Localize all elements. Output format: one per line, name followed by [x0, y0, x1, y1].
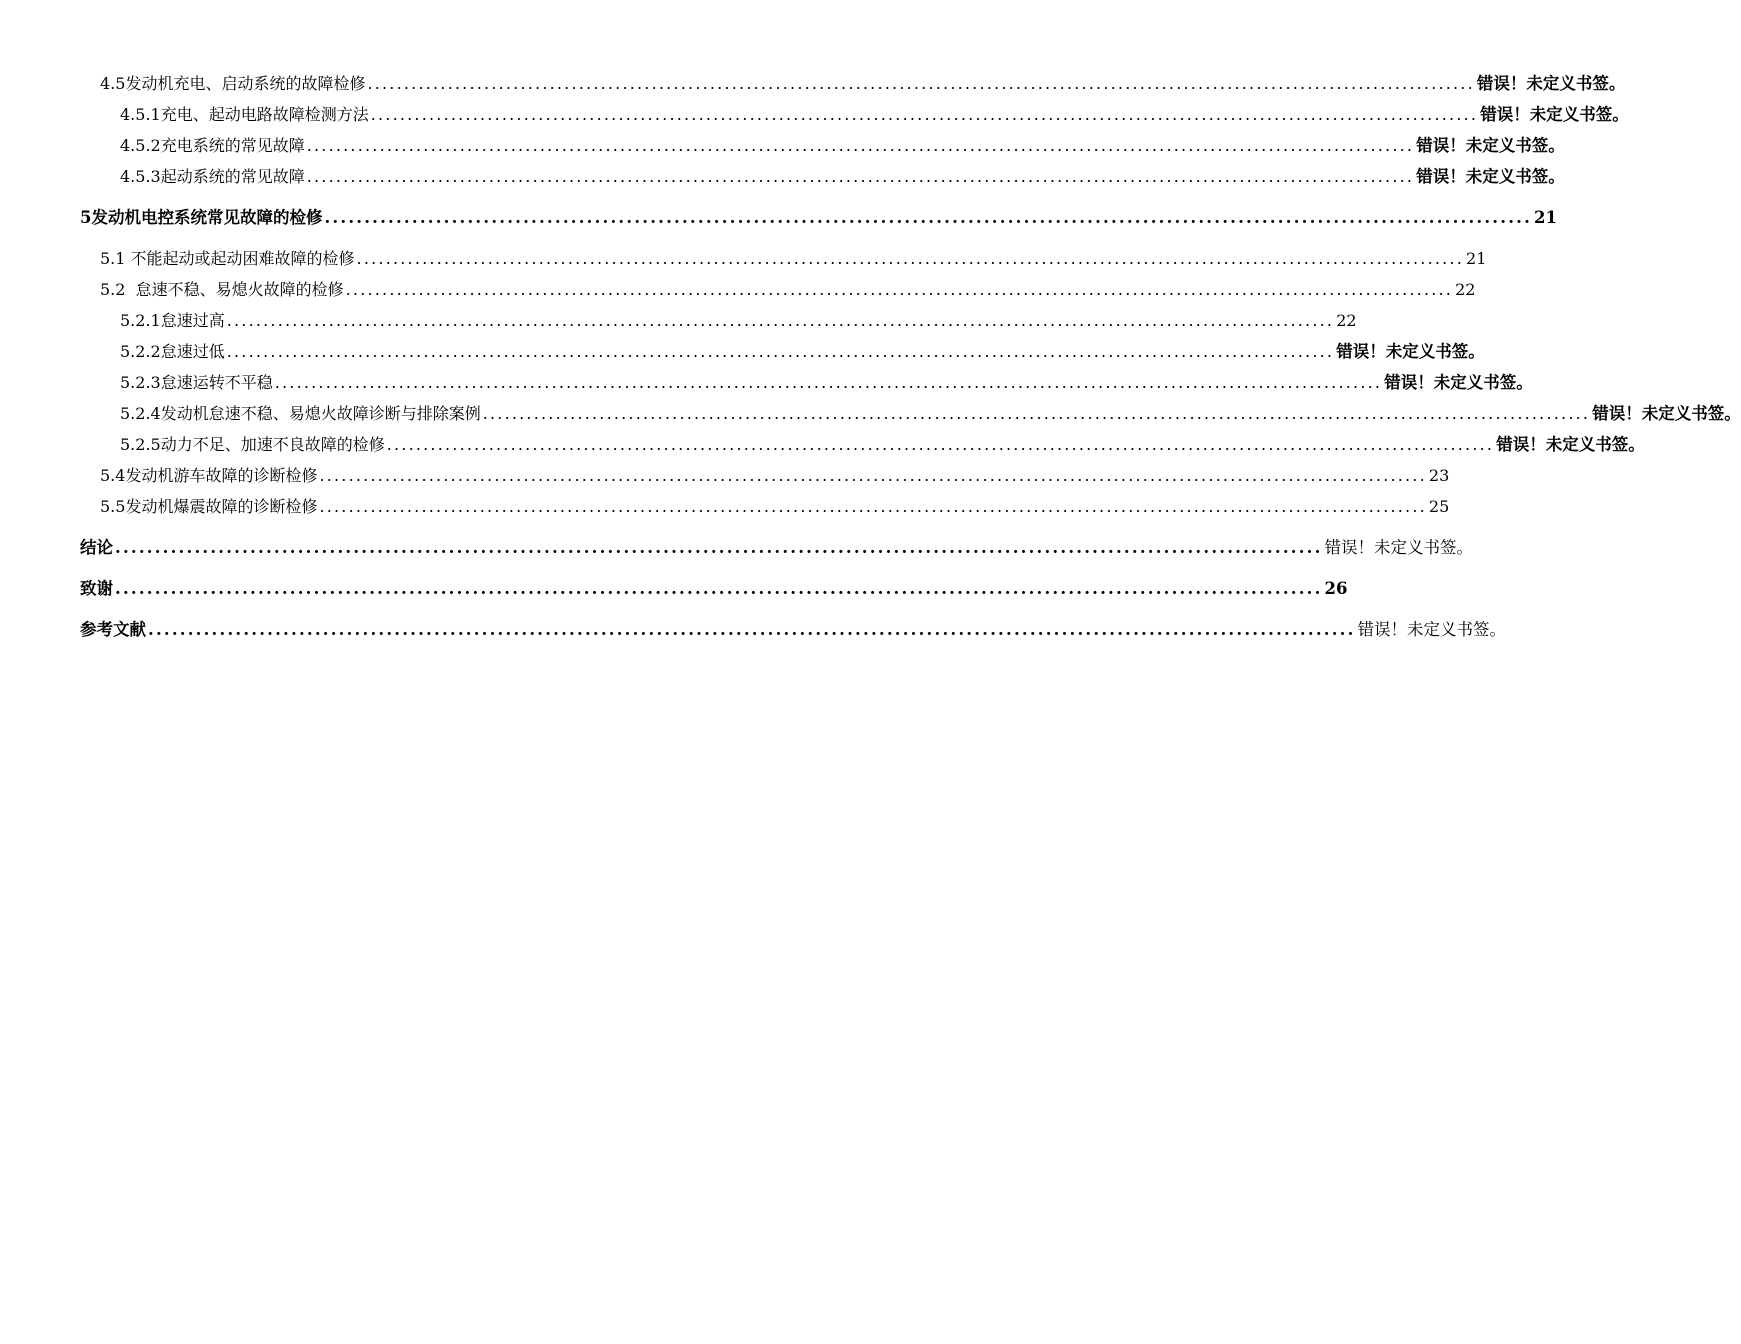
- toc-entry-title: 结论: [80, 538, 113, 557]
- table-of-contents: [80, 68, 1741, 645]
- toc-entry-page: 错误！未定义书签。: [1324, 538, 1474, 557]
- toc-entry-5-2[interactable]: [80, 274, 1476, 305]
- toc-entry-chapter-5[interactable]: [80, 202, 1557, 233]
- toc-entry-page: 21: [1466, 249, 1487, 268]
- toc-entry-page: 25: [1428, 497, 1450, 516]
- toc-entry-title: 4.5.2充电系统的常见故障: [120, 136, 305, 155]
- toc-entry-page: 错误！未定义书签。: [1336, 342, 1485, 361]
- toc-dot-leader: ........................................................................................................................................................: [226, 342, 1335, 361]
- toc-entry-page: 错误！未定义书签。: [1476, 74, 1626, 93]
- toc-entry-title: 5.2.5动力不足、加速不良故障的检修: [120, 435, 385, 454]
- toc-entry-5-2-4[interactable]: [80, 398, 1741, 429]
- toc-dot-leader: ........................................................................................................................................................: [319, 497, 1427, 516]
- toc-entry-page: 错误！未定义书签。: [1480, 105, 1629, 124]
- toc-dot-leader: ........................................................................................................................................................: [306, 136, 1415, 155]
- toc-entry-title: 5.2 怠速不稳、易熄火故障的检修: [100, 280, 344, 299]
- toc-entry-title: 参考文献: [80, 620, 146, 639]
- toc-entry-5-1[interactable]: [80, 243, 1487, 274]
- toc-entry-title: 致谢: [80, 579, 113, 598]
- toc-dot-leader: ........................................................................................................................................................: [319, 466, 1427, 485]
- toc-entry-4-5-3[interactable]: [80, 161, 1565, 192]
- toc-entry-acknowledgements[interactable]: [80, 573, 1348, 604]
- toc-entry-5-4[interactable]: [80, 460, 1450, 491]
- toc-entry-title: 4.5.1充电、起动电路故障检测方法: [120, 105, 369, 124]
- toc-dot-leader: ........................................................................................................................................................: [482, 404, 1591, 423]
- toc-entry-page: 错误！未定义书签。: [1496, 435, 1645, 454]
- toc-entry-conclusion[interactable]: [80, 532, 1474, 563]
- toc-entry-title: 5.2.4发动机怠速不稳、易熄火故障诊断与排除案例: [120, 404, 481, 423]
- toc-entry-page: 21: [1534, 208, 1557, 227]
- toc-entry-5-2-5[interactable]: [80, 429, 1645, 460]
- toc-dot-leader: ........................................................................................................................................................: [370, 105, 1479, 124]
- toc-entry-title: 5发动机电控系统常见故障的检修: [80, 208, 323, 227]
- toc-entry-page: 错误！未定义书签。: [1357, 620, 1507, 639]
- toc-dot-leader: ........................................................................................................................................................: [226, 311, 1335, 330]
- toc-entry-5-5[interactable]: [80, 491, 1450, 522]
- toc-entry-page: 错误！未定义书签。: [1384, 373, 1533, 392]
- toc-dot-leader: ........................................................................................................................................................: [367, 74, 1475, 93]
- toc-entry-5-2-3[interactable]: [80, 367, 1533, 398]
- toc-dot-leader: ........................................................................................................................................................: [345, 280, 1454, 299]
- toc-entry-title: 4.5发动机充电、启动系统的故障检修: [100, 74, 366, 93]
- toc-entry-title: 4.5.3起动系统的常见故障: [120, 167, 305, 186]
- toc-entry-page: 22: [1336, 311, 1357, 330]
- toc-entry-references[interactable]: [80, 614, 1507, 645]
- toc-entry-title: 5.1 不能起动或起动困难故障的检修: [100, 249, 355, 268]
- toc-entry-title: 5.5发动机爆震故障的诊断检修: [100, 497, 318, 516]
- toc-dot-leader: ........................................................................................................................................................: [306, 167, 1415, 186]
- toc-dot-leader: ........................................................................................................................................................: [115, 579, 1323, 598]
- toc-entry-page: 23: [1428, 466, 1450, 485]
- toc-entry-page: 错误！未定义书签。: [1416, 136, 1565, 155]
- toc-dot-leader: ........................................................................................................................................................: [274, 373, 1383, 392]
- toc-entry-title: 5.2.3怠速运转不平稳: [120, 373, 273, 392]
- toc-entry-page: 26: [1324, 579, 1348, 598]
- toc-entry-4-5-2[interactable]: [80, 130, 1565, 161]
- toc-entry-page: 22: [1455, 280, 1476, 299]
- toc-dot-leader: ........................................................................................................................................................: [356, 249, 1465, 268]
- toc-entry-5-2-1[interactable]: [80, 305, 1357, 336]
- toc-entry-title: 5.4发动机游车故障的诊断检修: [100, 466, 318, 485]
- toc-dot-leader: ........................................................................................................................................................: [324, 208, 1533, 227]
- toc-entry-title: 5.2.1怠速过高: [120, 311, 225, 330]
- toc-entry-4-5[interactable]: [80, 68, 1626, 99]
- toc-dot-leader: ........................................................................................................................................................: [386, 435, 1495, 454]
- toc-entry-title: 5.2.2怠速过低: [120, 342, 225, 361]
- toc-entry-5-2-2[interactable]: [80, 336, 1485, 367]
- toc-entry-4-5-1[interactable]: [80, 99, 1629, 130]
- toc-dot-leader: ........................................................................................................................................................: [148, 620, 1356, 639]
- toc-entry-page: 错误！未定义书签。: [1416, 167, 1565, 186]
- toc-dot-leader: ........................................................................................................................................................: [115, 538, 1323, 557]
- toc-entry-page: 错误！未定义书签。: [1592, 404, 1741, 423]
